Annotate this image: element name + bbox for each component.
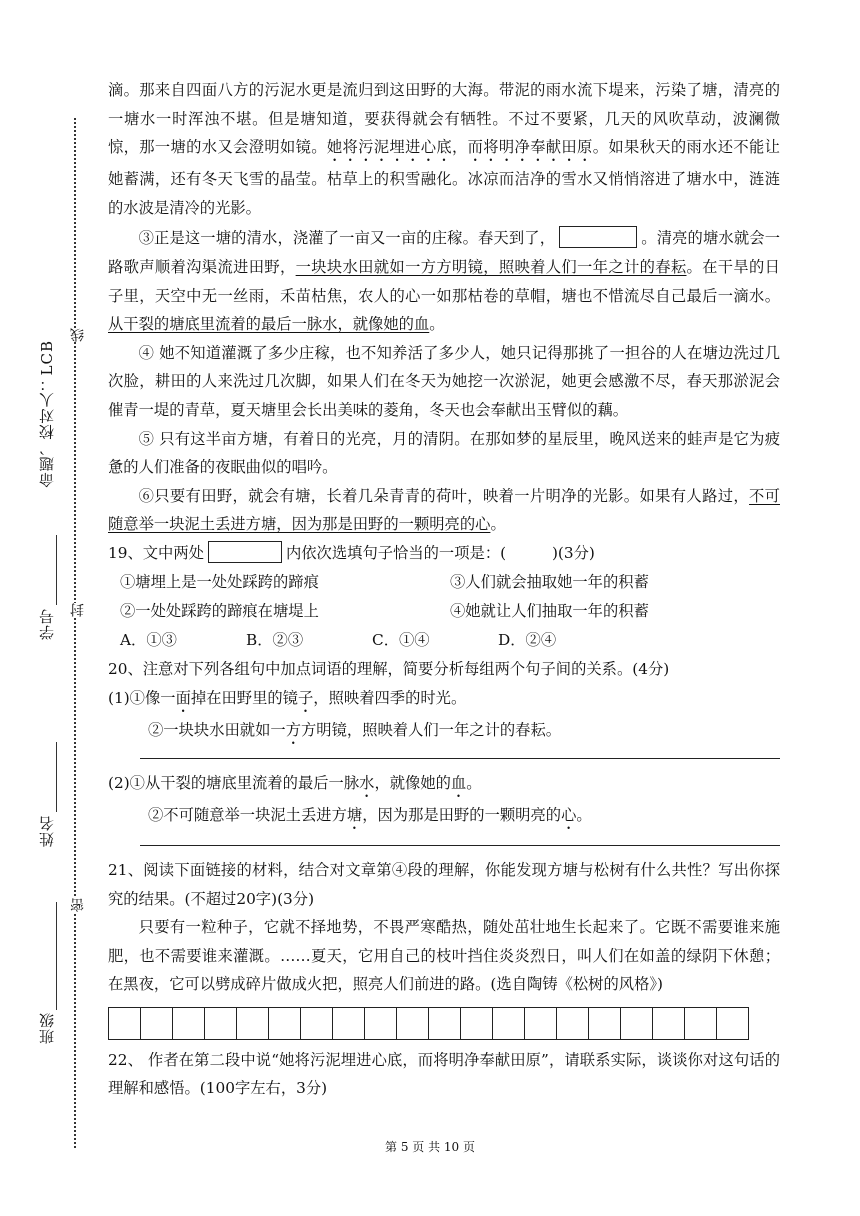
q19-choices — [120, 626, 780, 655]
name-blank-line — [56, 742, 57, 812]
q19-option-3: ③人们就会抽取她一年的积蓄 — [450, 572, 649, 591]
binding-dotted-line — [74, 118, 76, 1148]
q19-options — [120, 568, 780, 626]
page-footer: 第 5 页 共 10 页 — [385, 1140, 475, 1154]
q21-material: 只要有一粒种子，它就不择地势，不畏严寒酷热，随处茁壮地生长起来了。它既不需要谁来施肥，也不需要谁来灌溉。……夏天，它用自己的枝叶挡住炎炎烈日，叫人们在如盖的绿阴下休憩；在黑夜，它可以劈成碎片做成火把，照亮人们前进的路。(选自陶铸《松树的风格》) — [108, 918, 780, 994]
grid-cell[interactable] — [717, 1007, 749, 1040]
exam-content — [108, 76, 780, 1103]
q20-group-2-sentence-2: ②不可随意举一块泥土丢进方塘，因为那是田野的一颗明亮的心。 — [148, 805, 592, 824]
underlined-sentence-blood: 从干裂的塘底里流着的最后一脉水，就像她的血 — [108, 315, 430, 334]
passage-paragraph-2-continued: 滴。那来自四面八方的污泥水更是流归到这田野的大海。带泥的雨水流下堤来，污染了塘，清亮的一塘水一时浑浊不堪。但是塘知道，要获得就会有牺牲。不过不要紧，几天的风吹草动，波澜微惊，那一塘的水又会澄明如镜。她将污泥埋进心底，而将明净奉献田原。如果秋天的雨水还不能让她蓄满，还有冬天飞雪的晶莹。枯草上的积雪融化。冰凉而洁净的雪水又悄悄溶进了塘水中，涟涟的水波是清冷的光影。 — [108, 81, 780, 217]
question-22: 22、 作者在第二段中说“她将污泥埋进心底，而将明净奉献田原”，请联系实际，谈谈你对这句话的理解和感悟。(100字左右，3分) — [108, 1050, 780, 1098]
passage-paragraph-4: ④ 她不知道灌溉了多少庄稼，也不知养活了多少人，她只记得那挑了一担谷的人在塘边洗过几次脸，耕田的人来洗过几次脚，如果人们在冬天为她挖一次淤泥，她更会感激不尽，春天那淤泥会催青一堤的青草，夏天塘里会长出美味的菱角，冬天也会奉献出玉臂似的藕。 — [108, 343, 780, 419]
q19-choice-c[interactable]: C．①④ — [372, 630, 430, 649]
class-blank-line — [56, 902, 57, 1010]
passage-paragraph-3: ③正是这一塘的清水，浇灌了一亩又一亩的庄稼。春天到了， 。清亮的塘水就会一路歌声顺着沟渠流进田野，一块块水田就如一方方明镜，照映着人们一年之计的春耘。在干旱的日子里，天空中无一丝雨，禾苗枯焦，农人的心一如那枯卷的草帽，塘也不惜流尽自己最后一滴水。从干裂的塘底里流着的最后一脉水，就像她的血。 — [108, 224, 780, 338]
grid-cell[interactable] — [173, 1007, 205, 1040]
grid-cell[interactable] — [301, 1007, 333, 1040]
q19-option-4: ④她就让人们抽取一年的积蓄 — [450, 601, 649, 620]
margin-mark-feng: 封 — [70, 603, 86, 617]
grid-cell[interactable] — [557, 1007, 589, 1040]
passage-paragraph-5: ⑤ 只有这半亩方塘，有着日的光亮，月的清阴。在那如梦的星辰里，晚风送来的蛙声是它为疲惫的人们准备的夜眠曲似的唱吟。 — [108, 429, 780, 477]
q19-blank-box — [208, 541, 282, 563]
grid-cell[interactable] — [141, 1007, 173, 1040]
margin-class-label: 班级 — [38, 1012, 56, 1044]
dotted-sentence: 她将污泥埋进心底，而将明净奉献田原 — [326, 138, 593, 157]
q20-group-1-sentence-2: ②一块块水田就如一方方明镜，照映着人们一年之计的春耘。 — [148, 720, 562, 739]
q20-answer-line-2[interactable] — [140, 845, 780, 846]
question-21: 21、阅读下面链接的材料，结合对文章第④段的理解，你能发现方塘与松树有什么共性？写出你探究的结果。(不超过20字)(3分) — [108, 860, 780, 908]
q19-choice-a[interactable]: A．①③ — [120, 630, 177, 649]
margin-mark-xian: 线 — [70, 328, 86, 342]
margin-proposer-label: 命题、校对人：LCB — [38, 340, 56, 488]
q21-answer-grid[interactable] — [108, 1007, 769, 1040]
fill-blank-box[interactable] — [559, 226, 637, 248]
grid-cell[interactable] — [685, 1007, 717, 1040]
grid-cell[interactable] — [397, 1007, 429, 1040]
grid-cell[interactable] — [237, 1007, 269, 1040]
passage-paragraph-6: ⑥只要有田野，就会有塘，长着几朵青青的荷叶，映着一片明净的光影。如果有人路过，不可随意举一块泥土丢进方塘，因为那是田野的一颗明亮的心。 — [108, 486, 780, 534]
q19-option-2: ②一处处踩跨的蹄痕在塘堤上 — [120, 601, 319, 620]
underlined-sentence-mirror: 一块块水田就如一方方明镜，照映着人们一年之计的春耘 — [295, 257, 687, 276]
margin-student-id-label: 学号 — [38, 608, 56, 640]
margin-mark-mi: 密 — [70, 898, 86, 912]
grid-cell[interactable] — [269, 1007, 301, 1040]
grid-cell[interactable] — [493, 1007, 525, 1040]
grid-cell[interactable] — [205, 1007, 237, 1040]
grid-cell[interactable] — [109, 1007, 141, 1040]
grid-cell[interactable] — [589, 1007, 621, 1040]
grid-cell[interactable] — [525, 1007, 557, 1040]
q20-group-2-sentence-1: (2)①从干裂的塘底里流着的最后一脉水，就像她的血。 — [108, 773, 482, 792]
question-19: 19、文中两处 内依次选填句子恰当的一项是：( )(3分) — [108, 539, 780, 568]
underlined-sentence-heart: 不可随意举一块泥土丢进方塘，因为那是田野的一颗明亮的心 — [108, 486, 780, 534]
q20-group-1-sentence-1: (1)①像一面掉在田野里的镜子，照映着四季的时光。 — [108, 688, 467, 707]
q19-choice-d[interactable]: D．②④ — [498, 630, 557, 649]
grid-cell[interactable] — [461, 1007, 493, 1040]
margin-name-label: 姓名 — [38, 815, 56, 847]
grid-cell[interactable] — [621, 1007, 653, 1040]
q20-answer-line-1[interactable] — [140, 758, 780, 759]
student-id-blank-line — [56, 535, 57, 605]
grid-cell[interactable] — [365, 1007, 397, 1040]
grid-cell[interactable] — [653, 1007, 685, 1040]
q19-option-1: ①塘埋上是一处处踩跨的蹄痕 — [120, 572, 319, 591]
grid-cell[interactable] — [333, 1007, 365, 1040]
grid-cell[interactable] — [429, 1007, 461, 1040]
question-20: 20、注意对下列各组句中加点词语的理解，简要分析每组两个句子间的关系。(4分) — [108, 659, 670, 678]
q19-choice-b[interactable]: B．②③ — [246, 630, 304, 649]
